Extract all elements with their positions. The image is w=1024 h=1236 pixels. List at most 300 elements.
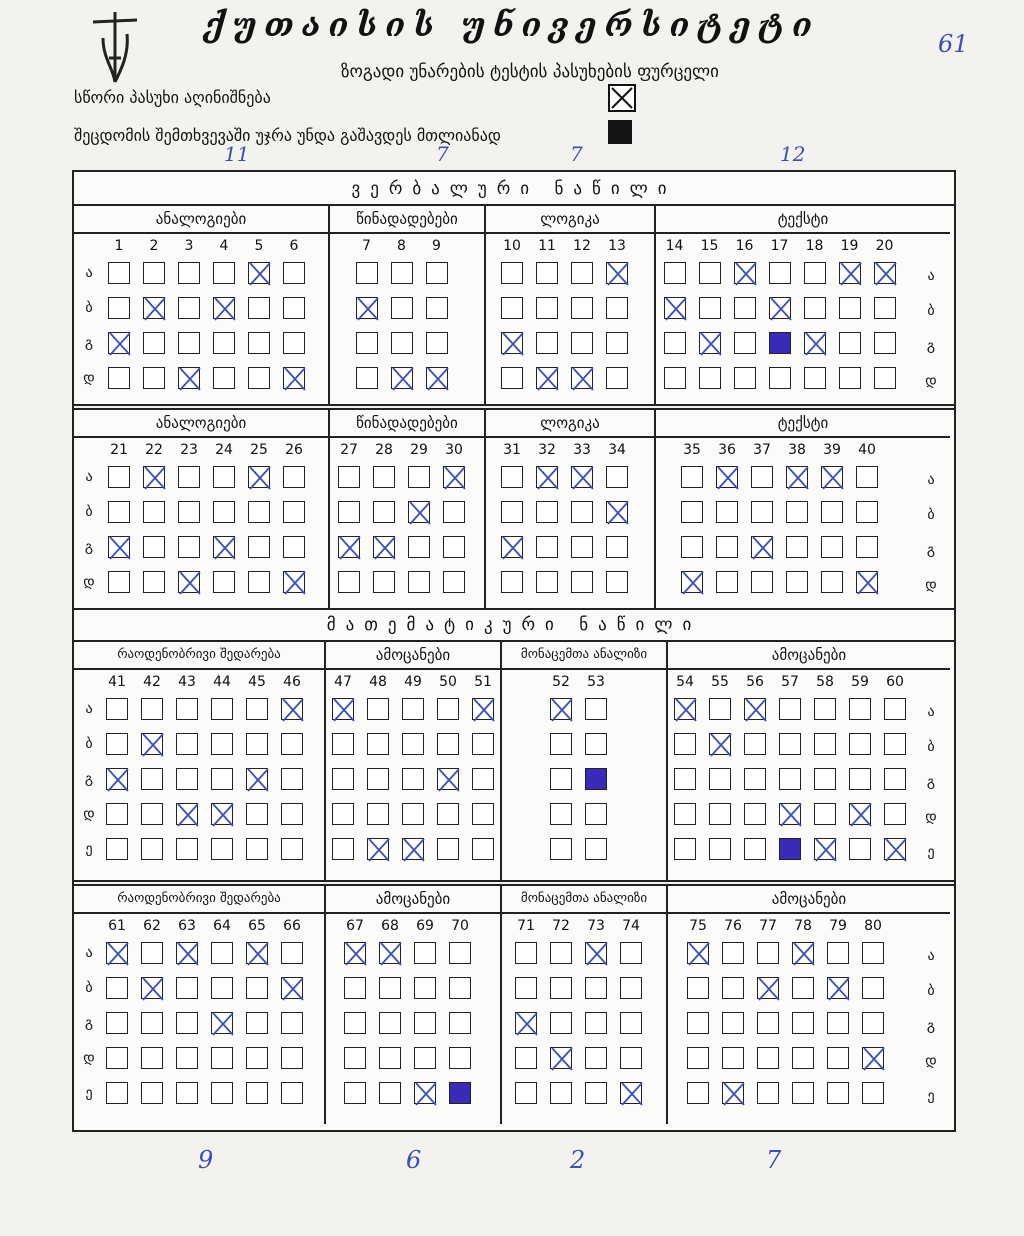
answer-box-53-1[interactable] <box>585 698 607 720</box>
answer-box-75-2[interactable] <box>687 977 709 999</box>
answer-box-14-4[interactable] <box>664 367 686 389</box>
answer-box-67-1[interactable] <box>344 942 366 964</box>
answer-box-49-5[interactable] <box>402 838 424 860</box>
answer-box-15-1[interactable] <box>699 262 721 284</box>
answer-box-42-2[interactable] <box>141 733 163 755</box>
answer-box-30-2[interactable] <box>443 501 465 523</box>
answer-box-72-3[interactable] <box>550 1012 572 1034</box>
answer-box-74-5[interactable] <box>620 1082 642 1104</box>
answer-box-76-4[interactable] <box>722 1047 744 1069</box>
answer-box-54-1[interactable] <box>674 698 696 720</box>
answer-box-54-4[interactable] <box>674 803 696 825</box>
answer-box-26-2[interactable] <box>283 501 305 523</box>
answer-box-19-1[interactable] <box>839 262 861 284</box>
answer-box-34-1[interactable] <box>606 466 628 488</box>
answer-box-71-4[interactable] <box>515 1047 537 1069</box>
answer-box-66-3[interactable] <box>281 1012 303 1034</box>
answer-box-56-4[interactable] <box>744 803 766 825</box>
answer-box-25-1[interactable] <box>248 466 270 488</box>
answer-box-24-1[interactable] <box>213 466 235 488</box>
answer-box-16-2[interactable] <box>734 297 756 319</box>
answer-box-8-3[interactable] <box>391 332 413 354</box>
answer-box-40-1[interactable] <box>856 466 878 488</box>
answer-box-34-4[interactable] <box>606 571 628 593</box>
answer-box-70-3[interactable] <box>449 1012 471 1034</box>
answer-box-64-4[interactable] <box>211 1047 233 1069</box>
answer-box-74-1[interactable] <box>620 942 642 964</box>
answer-box-60-3[interactable] <box>884 768 906 790</box>
answer-box-5-3[interactable] <box>248 332 270 354</box>
answer-box-69-1[interactable] <box>414 942 436 964</box>
answer-box-67-5[interactable] <box>344 1082 366 1104</box>
answer-box-68-2[interactable] <box>379 977 401 999</box>
answer-box-56-5[interactable] <box>744 838 766 860</box>
answer-box-68-4[interactable] <box>379 1047 401 1069</box>
answer-box-30-1[interactable] <box>443 466 465 488</box>
answer-box-33-1[interactable] <box>571 466 593 488</box>
answer-box-10-3[interactable] <box>501 332 523 354</box>
answer-box-42-1[interactable] <box>141 698 163 720</box>
answer-box-39-2[interactable] <box>821 501 843 523</box>
answer-box-15-4[interactable] <box>699 367 721 389</box>
answer-box-24-4[interactable] <box>213 571 235 593</box>
answer-box-29-1[interactable] <box>408 466 430 488</box>
answer-box-25-3[interactable] <box>248 536 270 558</box>
answer-box-72-2[interactable] <box>550 977 572 999</box>
answer-box-11-4[interactable] <box>536 367 558 389</box>
answer-box-27-3[interactable] <box>338 536 360 558</box>
answer-box-18-3[interactable] <box>804 332 826 354</box>
answer-box-55-2[interactable] <box>709 733 731 755</box>
answer-box-12-4[interactable] <box>571 367 593 389</box>
answer-box-80-3[interactable] <box>862 1012 884 1034</box>
answer-box-14-1[interactable] <box>664 262 686 284</box>
answer-box-77-1[interactable] <box>757 942 779 964</box>
answer-box-23-4[interactable] <box>178 571 200 593</box>
answer-box-72-5[interactable] <box>550 1082 572 1104</box>
answer-box-59-1[interactable] <box>849 698 871 720</box>
answer-box-51-1[interactable] <box>472 698 494 720</box>
answer-box-66-2[interactable] <box>281 977 303 999</box>
answer-box-7-4[interactable] <box>356 367 378 389</box>
answer-box-57-1[interactable] <box>779 698 801 720</box>
answer-box-13-4[interactable] <box>606 367 628 389</box>
answer-box-79-5[interactable] <box>827 1082 849 1104</box>
answer-box-60-1[interactable] <box>884 698 906 720</box>
answer-box-65-2[interactable] <box>246 977 268 999</box>
answer-box-79-3[interactable] <box>827 1012 849 1034</box>
answer-box-55-4[interactable] <box>709 803 731 825</box>
answer-box-68-5[interactable] <box>379 1082 401 1104</box>
answer-box-52-3[interactable] <box>550 768 572 790</box>
answer-box-21-2[interactable] <box>108 501 130 523</box>
answer-box-70-2[interactable] <box>449 977 471 999</box>
answer-box-44-1[interactable] <box>211 698 233 720</box>
answer-box-4-3[interactable] <box>213 332 235 354</box>
answer-box-34-2[interactable] <box>606 501 628 523</box>
answer-box-62-2[interactable] <box>141 977 163 999</box>
answer-box-48-2[interactable] <box>367 733 389 755</box>
answer-box-75-5[interactable] <box>687 1082 709 1104</box>
answer-box-59-3[interactable] <box>849 768 871 790</box>
answer-box-38-4[interactable] <box>786 571 808 593</box>
answer-box-36-4[interactable] <box>716 571 738 593</box>
answer-box-39-3[interactable] <box>821 536 843 558</box>
answer-box-27-4[interactable] <box>338 571 360 593</box>
answer-box-78-4[interactable] <box>792 1047 814 1069</box>
answer-box-3-3[interactable] <box>178 332 200 354</box>
answer-box-45-5[interactable] <box>246 838 268 860</box>
answer-box-71-2[interactable] <box>515 977 537 999</box>
answer-box-54-3[interactable] <box>674 768 696 790</box>
answer-box-52-1[interactable] <box>550 698 572 720</box>
answer-box-70-5[interactable] <box>449 1082 471 1104</box>
answer-box-78-2[interactable] <box>792 977 814 999</box>
answer-box-9-2[interactable] <box>426 297 448 319</box>
answer-box-50-1[interactable] <box>437 698 459 720</box>
answer-box-78-3[interactable] <box>792 1012 814 1034</box>
answer-box-39-1[interactable] <box>821 466 843 488</box>
answer-box-56-1[interactable] <box>744 698 766 720</box>
answer-box-46-5[interactable] <box>281 838 303 860</box>
answer-box-63-5[interactable] <box>176 1082 198 1104</box>
answer-box-19-2[interactable] <box>839 297 861 319</box>
answer-box-61-4[interactable] <box>106 1047 128 1069</box>
answer-box-22-1[interactable] <box>143 466 165 488</box>
answer-box-30-4[interactable] <box>443 571 465 593</box>
answer-box-9-1[interactable] <box>426 262 448 284</box>
answer-box-44-3[interactable] <box>211 768 233 790</box>
answer-box-52-5[interactable] <box>550 838 572 860</box>
answer-box-14-2[interactable] <box>664 297 686 319</box>
answer-box-42-3[interactable] <box>141 768 163 790</box>
answer-box-78-5[interactable] <box>792 1082 814 1104</box>
answer-box-58-2[interactable] <box>814 733 836 755</box>
answer-box-10-2[interactable] <box>501 297 523 319</box>
answer-box-6-3[interactable] <box>283 332 305 354</box>
answer-box-42-4[interactable] <box>141 803 163 825</box>
answer-box-61-3[interactable] <box>106 1012 128 1034</box>
answer-box-9-4[interactable] <box>426 367 448 389</box>
answer-box-24-2[interactable] <box>213 501 235 523</box>
answer-box-20-1[interactable] <box>874 262 896 284</box>
answer-box-4-4[interactable] <box>213 367 235 389</box>
answer-box-71-3[interactable] <box>515 1012 537 1034</box>
answer-box-69-4[interactable] <box>414 1047 436 1069</box>
answer-box-64-5[interactable] <box>211 1082 233 1104</box>
answer-box-73-5[interactable] <box>585 1082 607 1104</box>
answer-box-74-4[interactable] <box>620 1047 642 1069</box>
answer-box-21-4[interactable] <box>108 571 130 593</box>
answer-box-8-1[interactable] <box>391 262 413 284</box>
answer-box-74-3[interactable] <box>620 1012 642 1034</box>
answer-box-58-1[interactable] <box>814 698 836 720</box>
answer-box-72-1[interactable] <box>550 942 572 964</box>
answer-box-62-5[interactable] <box>141 1082 163 1104</box>
answer-box-62-3[interactable] <box>141 1012 163 1034</box>
answer-box-20-2[interactable] <box>874 297 896 319</box>
answer-box-36-1[interactable] <box>716 466 738 488</box>
answer-box-60-4[interactable] <box>884 803 906 825</box>
answer-box-21-1[interactable] <box>108 466 130 488</box>
answer-box-31-4[interactable] <box>501 571 523 593</box>
answer-box-47-1[interactable] <box>332 698 354 720</box>
answer-box-29-3[interactable] <box>408 536 430 558</box>
answer-box-5-4[interactable] <box>248 367 270 389</box>
answer-box-62-1[interactable] <box>141 942 163 964</box>
answer-box-54-2[interactable] <box>674 733 696 755</box>
answer-box-45-2[interactable] <box>246 733 268 755</box>
answer-box-33-4[interactable] <box>571 571 593 593</box>
answer-box-58-5[interactable] <box>814 838 836 860</box>
answer-box-20-3[interactable] <box>874 332 896 354</box>
answer-box-19-3[interactable] <box>839 332 861 354</box>
answer-box-29-2[interactable] <box>408 501 430 523</box>
answer-box-5-1[interactable] <box>248 262 270 284</box>
answer-box-28-4[interactable] <box>373 571 395 593</box>
answer-box-40-4[interactable] <box>856 571 878 593</box>
answer-box-10-1[interactable] <box>501 262 523 284</box>
answer-box-79-2[interactable] <box>827 977 849 999</box>
answer-box-58-3[interactable] <box>814 768 836 790</box>
answer-box-12-3[interactable] <box>571 332 593 354</box>
answer-box-17-2[interactable] <box>769 297 791 319</box>
answer-box-77-2[interactable] <box>757 977 779 999</box>
answer-box-37-3[interactable] <box>751 536 773 558</box>
answer-box-33-2[interactable] <box>571 501 593 523</box>
answer-box-59-5[interactable] <box>849 838 871 860</box>
answer-box-70-1[interactable] <box>449 942 471 964</box>
answer-box-46-2[interactable] <box>281 733 303 755</box>
answer-box-19-4[interactable] <box>839 367 861 389</box>
answer-box-59-2[interactable] <box>849 733 871 755</box>
answer-box-16-4[interactable] <box>734 367 756 389</box>
answer-box-2-3[interactable] <box>143 332 165 354</box>
answer-box-14-3[interactable] <box>664 332 686 354</box>
answer-box-4-2[interactable] <box>213 297 235 319</box>
answer-box-34-3[interactable] <box>606 536 628 558</box>
answer-box-61-2[interactable] <box>106 977 128 999</box>
answer-box-32-3[interactable] <box>536 536 558 558</box>
answer-box-37-2[interactable] <box>751 501 773 523</box>
answer-box-43-4[interactable] <box>176 803 198 825</box>
answer-box-75-4[interactable] <box>687 1047 709 1069</box>
answer-box-49-4[interactable] <box>402 803 424 825</box>
answer-box-65-4[interactable] <box>246 1047 268 1069</box>
answer-box-74-2[interactable] <box>620 977 642 999</box>
answer-box-35-4[interactable] <box>681 571 703 593</box>
answer-box-55-1[interactable] <box>709 698 731 720</box>
answer-box-22-4[interactable] <box>143 571 165 593</box>
answer-box-57-5[interactable] <box>779 838 801 860</box>
answer-box-1-2[interactable] <box>108 297 130 319</box>
answer-box-48-4[interactable] <box>367 803 389 825</box>
answer-box-56-3[interactable] <box>744 768 766 790</box>
answer-box-2-1[interactable] <box>143 262 165 284</box>
answer-box-54-5[interactable] <box>674 838 696 860</box>
answer-box-10-4[interactable] <box>501 367 523 389</box>
answer-box-69-2[interactable] <box>414 977 436 999</box>
answer-box-5-2[interactable] <box>248 297 270 319</box>
answer-box-39-4[interactable] <box>821 571 843 593</box>
answer-box-40-3[interactable] <box>856 536 878 558</box>
answer-box-71-1[interactable] <box>515 942 537 964</box>
answer-box-25-4[interactable] <box>248 571 270 593</box>
answer-box-43-2[interactable] <box>176 733 198 755</box>
answer-box-15-2[interactable] <box>699 297 721 319</box>
answer-box-9-3[interactable] <box>426 332 448 354</box>
answer-box-41-4[interactable] <box>106 803 128 825</box>
answer-box-57-3[interactable] <box>779 768 801 790</box>
answer-box-17-1[interactable] <box>769 262 791 284</box>
answer-box-51-4[interactable] <box>472 803 494 825</box>
answer-box-7-1[interactable] <box>356 262 378 284</box>
answer-box-21-3[interactable] <box>108 536 130 558</box>
answer-box-64-1[interactable] <box>211 942 233 964</box>
answer-box-64-3[interactable] <box>211 1012 233 1034</box>
answer-box-75-3[interactable] <box>687 1012 709 1034</box>
answer-box-53-4[interactable] <box>585 803 607 825</box>
answer-box-43-1[interactable] <box>176 698 198 720</box>
answer-box-28-3[interactable] <box>373 536 395 558</box>
answer-box-35-2[interactable] <box>681 501 703 523</box>
answer-box-76-2[interactable] <box>722 977 744 999</box>
answer-box-35-1[interactable] <box>681 466 703 488</box>
answer-box-2-2[interactable] <box>143 297 165 319</box>
answer-box-67-4[interactable] <box>344 1047 366 1069</box>
answer-box-51-2[interactable] <box>472 733 494 755</box>
answer-box-37-1[interactable] <box>751 466 773 488</box>
answer-box-43-3[interactable] <box>176 768 198 790</box>
answer-box-80-1[interactable] <box>862 942 884 964</box>
answer-box-26-3[interactable] <box>283 536 305 558</box>
answer-box-47-4[interactable] <box>332 803 354 825</box>
answer-box-30-3[interactable] <box>443 536 465 558</box>
answer-box-41-5[interactable] <box>106 838 128 860</box>
answer-box-57-2[interactable] <box>779 733 801 755</box>
answer-box-28-1[interactable] <box>373 466 395 488</box>
answer-box-65-3[interactable] <box>246 1012 268 1034</box>
answer-box-36-2[interactable] <box>716 501 738 523</box>
answer-box-52-2[interactable] <box>550 733 572 755</box>
answer-box-72-4[interactable] <box>550 1047 572 1069</box>
answer-box-53-2[interactable] <box>585 733 607 755</box>
answer-box-77-5[interactable] <box>757 1082 779 1104</box>
answer-box-11-1[interactable] <box>536 262 558 284</box>
answer-box-29-4[interactable] <box>408 571 430 593</box>
answer-box-1-4[interactable] <box>108 367 130 389</box>
answer-box-38-3[interactable] <box>786 536 808 558</box>
answer-box-47-3[interactable] <box>332 768 354 790</box>
answer-box-41-2[interactable] <box>106 733 128 755</box>
answer-box-63-4[interactable] <box>176 1047 198 1069</box>
answer-box-55-5[interactable] <box>709 838 731 860</box>
answer-box-79-4[interactable] <box>827 1047 849 1069</box>
answer-box-3-2[interactable] <box>178 297 200 319</box>
answer-box-23-3[interactable] <box>178 536 200 558</box>
answer-box-80-2[interactable] <box>862 977 884 999</box>
answer-box-36-3[interactable] <box>716 536 738 558</box>
answer-box-59-4[interactable] <box>849 803 871 825</box>
answer-box-79-1[interactable] <box>827 942 849 964</box>
answer-box-73-2[interactable] <box>585 977 607 999</box>
answer-box-47-5[interactable] <box>332 838 354 860</box>
answer-box-46-1[interactable] <box>281 698 303 720</box>
answer-box-16-3[interactable] <box>734 332 756 354</box>
answer-box-66-1[interactable] <box>281 942 303 964</box>
answer-box-71-5[interactable] <box>515 1082 537 1104</box>
answer-box-33-3[interactable] <box>571 536 593 558</box>
answer-box-50-3[interactable] <box>437 768 459 790</box>
answer-box-45-4[interactable] <box>246 803 268 825</box>
answer-box-69-5[interactable] <box>414 1082 436 1104</box>
answer-box-1-3[interactable] <box>108 332 130 354</box>
answer-box-43-5[interactable] <box>176 838 198 860</box>
answer-box-25-2[interactable] <box>248 501 270 523</box>
answer-box-41-1[interactable] <box>106 698 128 720</box>
answer-box-37-4[interactable] <box>751 571 773 593</box>
answer-box-48-3[interactable] <box>367 768 389 790</box>
answer-box-49-2[interactable] <box>402 733 424 755</box>
answer-box-13-3[interactable] <box>606 332 628 354</box>
answer-box-6-2[interactable] <box>283 297 305 319</box>
answer-box-49-3[interactable] <box>402 768 424 790</box>
answer-box-35-3[interactable] <box>681 536 703 558</box>
answer-box-50-5[interactable] <box>437 838 459 860</box>
answer-box-32-1[interactable] <box>536 466 558 488</box>
answer-box-76-3[interactable] <box>722 1012 744 1034</box>
answer-box-70-4[interactable] <box>449 1047 471 1069</box>
answer-box-66-4[interactable] <box>281 1047 303 1069</box>
answer-box-69-3[interactable] <box>414 1012 436 1034</box>
answer-box-64-2[interactable] <box>211 977 233 999</box>
answer-box-23-2[interactable] <box>178 501 200 523</box>
answer-box-51-5[interactable] <box>472 838 494 860</box>
answer-box-60-5[interactable] <box>884 838 906 860</box>
answer-box-8-4[interactable] <box>391 367 413 389</box>
answer-box-17-4[interactable] <box>769 367 791 389</box>
answer-box-26-4[interactable] <box>283 571 305 593</box>
answer-box-24-3[interactable] <box>213 536 235 558</box>
answer-box-1-1[interactable] <box>108 262 130 284</box>
answer-box-65-1[interactable] <box>246 942 268 964</box>
answer-box-73-3[interactable] <box>585 1012 607 1034</box>
answer-box-31-1[interactable] <box>501 466 523 488</box>
answer-box-63-3[interactable] <box>176 1012 198 1034</box>
answer-box-52-4[interactable] <box>550 803 572 825</box>
answer-box-27-1[interactable] <box>338 466 360 488</box>
answer-box-68-3[interactable] <box>379 1012 401 1034</box>
answer-box-67-3[interactable] <box>344 1012 366 1034</box>
answer-box-31-2[interactable] <box>501 501 523 523</box>
answer-box-66-5[interactable] <box>281 1082 303 1104</box>
answer-box-77-3[interactable] <box>757 1012 779 1034</box>
answer-box-80-5[interactable] <box>862 1082 884 1104</box>
answer-box-41-3[interactable] <box>106 768 128 790</box>
answer-box-38-1[interactable] <box>786 466 808 488</box>
answer-box-46-3[interactable] <box>281 768 303 790</box>
answer-box-13-1[interactable] <box>606 262 628 284</box>
answer-box-48-5[interactable] <box>367 838 389 860</box>
answer-box-76-5[interactable] <box>722 1082 744 1104</box>
answer-box-38-2[interactable] <box>786 501 808 523</box>
answer-box-31-3[interactable] <box>501 536 523 558</box>
answer-box-68-1[interactable] <box>379 942 401 964</box>
answer-box-20-4[interactable] <box>874 367 896 389</box>
answer-box-45-3[interactable] <box>246 768 268 790</box>
answer-box-53-5[interactable] <box>585 838 607 860</box>
answer-box-16-1[interactable] <box>734 262 756 284</box>
